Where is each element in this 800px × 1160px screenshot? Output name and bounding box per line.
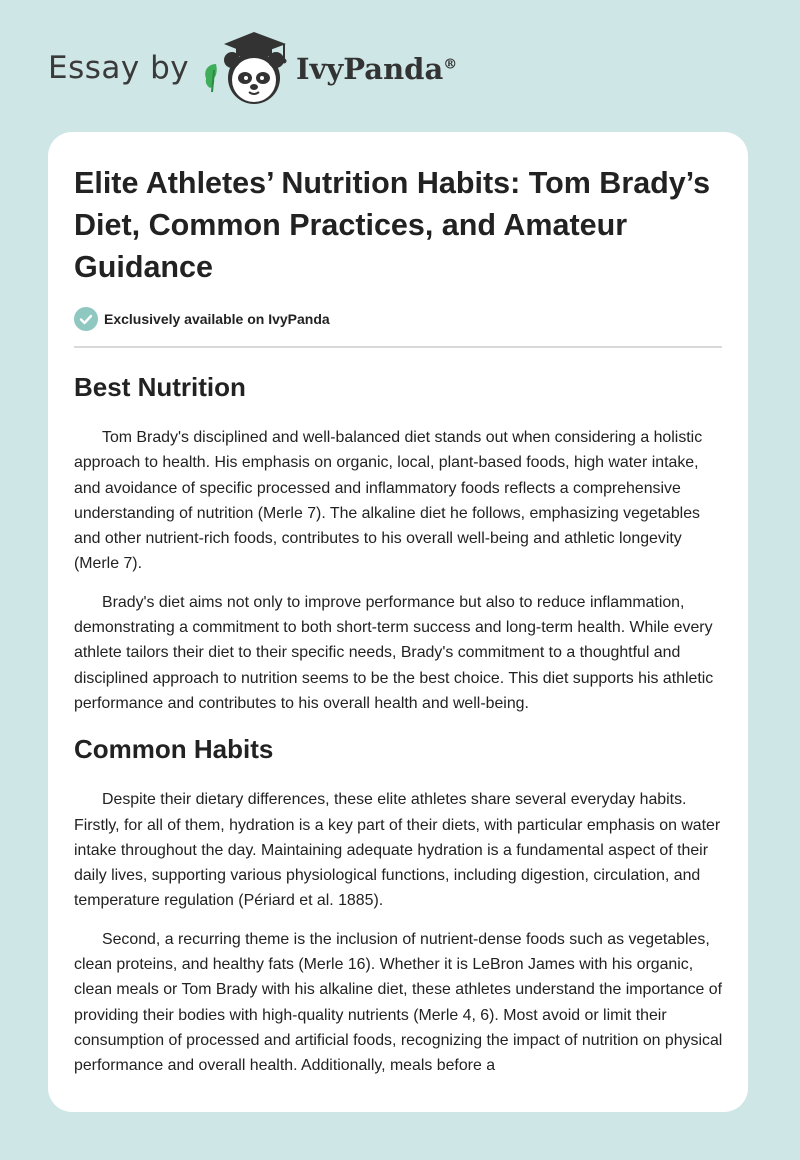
panda-logo-icon[interactable]: [200, 30, 296, 110]
site-header: [48, 30, 508, 110]
title-divider: [74, 346, 722, 348]
paragraph: Tom Brady's disciplined and well-balanced diet stands out when considering a holistic approach to health. His emphasis on organic, local, plant-based foods, high water intake, and avoidance of specific processed and inflammatory foods reflects a comprehensive understanding of nutrition (Merle 7). The alkaline diet he follows, emphasizing vegetables and other nutrient-rich foods, contributes to his overall well-being and athletic longevity (Merle 7).: [74, 429, 703, 573]
section-heading-common-habits: Common Habits: [74, 734, 274, 765]
brand-name-text: IvyPanda: [296, 52, 444, 86]
paragraph: Despite their dietary differences, these elite athletes share several everyday habits. Firstly, for all of them, hydration is a key part of their diets, with particular emphasis on water intake throughout the day. Maintaining adequate hydration is a fundamental aspect of their daily lives, supporting various physiological functions, including digestion, circulation, and temperature regulation (Périard et al. 1885).: [74, 791, 721, 910]
registered-mark: ®: [443, 56, 458, 73]
exclusive-label: Exclusively available on IvyPanda: [104, 311, 330, 327]
essay-content: [74, 162, 724, 1079]
check-circle-icon: [74, 307, 98, 331]
section-heading-best-nutrition: Best Nutrition: [74, 372, 246, 402]
paragraph: Brady's diet aims not only to improve performance but also to reduce inflammation, demonstrating a commitment to both short-term success and long-term health. While every athlete tailors their diet to their specific needs, Brady's commitment to a thoughtful and disciplined approach to nutrition seems to be the best choice. This diet supports his athletic performance and contributes to his overall health and well-being.: [74, 593, 714, 712]
essay-card: [48, 132, 748, 1112]
brand-name[interactable]: [296, 52, 457, 86]
exclusive-badge: [74, 306, 724, 332]
essay-by-label: Essay by: [48, 50, 190, 86]
paragraph: Second, a recurring theme is the inclusion of nutrient-dense foods such as vegetables, clean proteins, and healthy fats (Merle 16). Whether it is LeBron James with his organic, clean meals or Tom Brady with his alkaline diet, these athletes understand the importance of providing their bodies with high-quality nutrients (Merle 4, 6). Most avoid or limit their consumption of processed and artificial foods, recognizing the impact of nutrition on physical performance and overall health. Additionally, meals before a: [74, 930, 723, 1075]
essay-title: Elite Athletes’ Nutrition Habits: Tom Brady’s Diet, Common Practices, and Amateur Guidance: [74, 166, 711, 284]
